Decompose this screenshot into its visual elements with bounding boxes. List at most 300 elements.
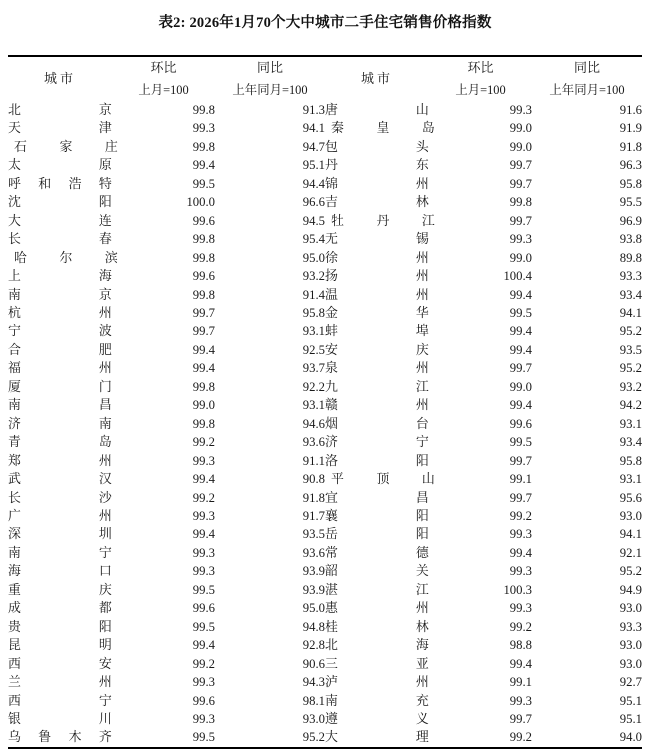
city-name-cell <box>325 193 429 211</box>
table-row <box>8 230 642 248</box>
city-name-cell <box>8 452 112 470</box>
mom-value-cell: 99.3 <box>509 564 532 579</box>
city-name: 锦 州 <box>325 176 429 191</box>
yoy-value-cell: 93.1 <box>302 324 325 339</box>
city-name: 泸 州 <box>325 675 429 690</box>
city-name-cell <box>8 378 112 396</box>
header-city-left: 城市 <box>43 71 76 86</box>
yoy-value-cell: 95.0 <box>302 601 325 616</box>
yoy-value-cell: 96.6 <box>302 195 325 210</box>
city-name: 包 头 <box>325 139 429 154</box>
mom-value-cell: 99.6 <box>192 213 215 228</box>
mom-value-cell: 99.6 <box>192 601 215 616</box>
yoy-value-cell: 91.9 <box>619 121 642 136</box>
city-name-cell <box>325 655 429 673</box>
city-name-cell <box>8 193 112 211</box>
city-name-cell <box>8 341 112 359</box>
city-name-cell <box>325 692 429 710</box>
city-name-cell <box>8 249 118 267</box>
city-name: 天 津 <box>8 121 112 136</box>
city-name-cell <box>8 655 112 673</box>
mom-value-cell: 99.2 <box>509 508 532 523</box>
city-name-cell <box>325 359 429 377</box>
city-name-cell <box>325 581 429 599</box>
city-name-cell <box>8 304 112 322</box>
table-row <box>8 138 642 156</box>
yoy-value-cell: 93.9 <box>302 564 325 579</box>
header-mom-left: 环比 <box>150 60 177 76</box>
mom-value-cell: 99.3 <box>192 711 215 726</box>
yoy-value-cell: 93.4 <box>619 287 642 302</box>
mom-value-cell: 99.3 <box>192 121 215 136</box>
yoy-value-cell: 92.7 <box>619 675 642 690</box>
yoy-value-cell: 94.2 <box>619 398 642 413</box>
city-name: 蚌 埠 <box>325 324 429 339</box>
mom-value-cell: 99.4 <box>192 361 215 376</box>
mom-value-cell: 99.3 <box>509 601 532 616</box>
city-name: 青 岛 <box>8 435 112 450</box>
mom-value-cell: 99.2 <box>509 619 532 634</box>
mom-value-cell: 99.4 <box>509 324 532 339</box>
city-name-cell <box>8 544 112 562</box>
yoy-value-cell: 93.8 <box>619 232 642 247</box>
city-name-cell <box>8 489 112 507</box>
city-name: 扬 州 <box>325 269 429 284</box>
yoy-value-cell: 94.9 <box>619 582 642 597</box>
city-name: 南 充 <box>325 693 429 708</box>
city-name: 温 州 <box>325 287 429 302</box>
table-row <box>8 452 642 470</box>
page-title: 表2: 2026年1月70个大中城市二手住宅销售价格指数 <box>158 15 492 31</box>
mom-value-cell: 99.0 <box>509 139 532 154</box>
city-name: 北 京 <box>8 103 112 117</box>
yoy-value-cell: 91.3 <box>302 103 325 117</box>
yoy-value-cell: 94.7 <box>302 139 325 154</box>
table-row <box>8 636 642 654</box>
mom-value-cell: 99.4 <box>509 287 532 302</box>
table-row <box>8 415 642 433</box>
city-name: 无 锡 <box>325 232 429 247</box>
city-name: 金 华 <box>325 305 429 320</box>
city-name: 长 春 <box>8 232 112 247</box>
yoy-value-cell: 93.1 <box>302 398 325 413</box>
table-row <box>8 156 642 174</box>
table-row <box>8 212 642 230</box>
yoy-value-cell: 93.5 <box>619 342 642 357</box>
city-name-cell <box>325 396 429 414</box>
city-name-cell <box>8 101 112 119</box>
yoy-value-cell: 93.3 <box>619 619 642 634</box>
table-row <box>8 341 642 359</box>
mom-value-cell: 99.7 <box>509 176 532 191</box>
mom-value-cell: 99.7 <box>192 305 215 320</box>
table-header <box>8 56 642 101</box>
city-name-cell <box>325 599 429 617</box>
table-row <box>8 396 642 414</box>
city-name: 石 家 庄 <box>14 139 118 154</box>
city-name: 呼 和 浩 特 <box>8 176 112 191</box>
mom-value-cell: 99.3 <box>509 103 532 117</box>
city-name: 徐 州 <box>325 250 429 265</box>
mom-value-cell: 99.4 <box>192 638 215 653</box>
yoy-value-cell: 95.0 <box>302 250 325 265</box>
city-name: 兰 州 <box>8 675 112 690</box>
mom-value-cell: 99.3 <box>192 453 215 468</box>
city-name: 济 宁 <box>325 435 429 450</box>
mom-value-cell: 99.2 <box>192 490 215 505</box>
city-name: 秦 皇 岛 <box>331 121 435 136</box>
city-name-cell <box>8 396 112 414</box>
city-name-cell <box>325 156 429 174</box>
city-name-cell <box>8 470 112 488</box>
city-name: 杭 州 <box>8 305 112 320</box>
mom-value-cell: 99.2 <box>192 656 215 671</box>
yoy-value-cell: 91.4 <box>302 287 325 302</box>
yoy-value-cell: 93.6 <box>302 435 325 450</box>
city-name-cell <box>325 489 429 507</box>
city-name-cell <box>8 359 112 377</box>
city-name-cell <box>8 433 112 451</box>
yoy-value-cell: 95.4 <box>302 232 325 247</box>
city-name: 襄 阳 <box>325 508 429 523</box>
mom-value-cell: 99.8 <box>192 379 215 394</box>
yoy-value-cell: 95.5 <box>619 195 642 210</box>
header-yoy-basis-left: 上年同月=100 <box>232 82 308 97</box>
price-index-table-container <box>8 33 642 749</box>
table-row <box>8 507 642 525</box>
city-name: 赣 州 <box>325 398 429 413</box>
city-name-cell <box>325 562 429 580</box>
city-name: 福 州 <box>8 361 112 376</box>
yoy-value-cell: 94.1 <box>302 121 325 136</box>
header-city-right: 城市 <box>360 71 393 86</box>
city-name: 宁 波 <box>8 324 112 339</box>
city-name-cell <box>8 230 112 248</box>
mom-value-cell: 99.7 <box>509 361 532 376</box>
city-name-cell <box>8 673 112 691</box>
yoy-value-cell: 93.7 <box>302 361 325 376</box>
city-name-cell <box>325 322 429 340</box>
yoy-value-cell: 95.2 <box>619 324 642 339</box>
mom-value-cell: 99.3 <box>192 564 215 579</box>
city-name: 泉 州 <box>325 361 429 376</box>
city-name-cell <box>325 119 435 137</box>
mom-value-cell: 99.8 <box>192 250 215 265</box>
mom-value-cell: 98.8 <box>509 638 532 653</box>
header-mom-basis-right: 上月=100 <box>455 82 506 97</box>
mom-value-cell: 99.5 <box>192 730 215 745</box>
table-row <box>8 470 642 488</box>
mom-value-cell: 99.8 <box>192 232 215 247</box>
city-name: 常 德 <box>325 545 429 560</box>
header-yoy-basis-right: 上年同月=100 <box>549 82 625 97</box>
city-name: 贵 阳 <box>8 619 112 634</box>
yoy-value-cell: 93.0 <box>619 508 642 523</box>
mom-value-cell: 99.7 <box>509 490 532 505</box>
mom-value-cell: 99.0 <box>509 121 532 136</box>
city-name: 九 江 <box>325 379 429 394</box>
mom-value-cell: 99.7 <box>192 324 215 339</box>
table-row <box>8 728 642 747</box>
yoy-value-cell: 95.8 <box>619 176 642 191</box>
mom-value-cell: 99.4 <box>192 158 215 173</box>
table-row <box>8 618 642 636</box>
table-row <box>8 359 642 377</box>
city-name-cell <box>8 175 112 193</box>
yoy-value-cell: 94.8 <box>302 619 325 634</box>
yoy-value-cell: 93.9 <box>302 582 325 597</box>
city-name-cell <box>325 728 429 747</box>
city-name: 西 安 <box>8 656 112 671</box>
city-name: 昆 明 <box>8 638 112 653</box>
mom-value-cell: 99.8 <box>192 416 215 431</box>
city-name: 惠 州 <box>325 601 429 616</box>
city-name: 湛 江 <box>325 582 429 597</box>
yoy-value-cell: 96.9 <box>619 213 642 228</box>
city-name: 吉 林 <box>325 195 429 210</box>
mom-value-cell: 99.0 <box>509 250 532 265</box>
city-name-cell <box>8 618 112 636</box>
city-name: 太 原 <box>8 158 112 173</box>
mom-value-cell: 99.4 <box>192 342 215 357</box>
yoy-value-cell: 95.2 <box>302 730 325 745</box>
yoy-value-cell: 93.1 <box>619 416 642 431</box>
header-yoy-right: 同比 <box>573 60 600 76</box>
city-name-cell <box>325 507 429 525</box>
mom-value-cell: 99.4 <box>509 545 532 560</box>
city-name: 韶 关 <box>325 564 429 579</box>
city-name: 重 庆 <box>8 582 112 597</box>
yoy-value-cell: 92.8 <box>302 638 325 653</box>
city-name-cell <box>8 581 112 599</box>
mom-value-cell: 99.4 <box>509 656 532 671</box>
city-name-cell <box>8 562 112 580</box>
city-name: 广 州 <box>8 508 112 523</box>
city-name-cell <box>8 710 112 728</box>
city-name: 北 海 <box>325 638 429 653</box>
city-name: 海 口 <box>8 564 112 579</box>
table-row <box>8 119 642 137</box>
city-name: 南 宁 <box>8 545 112 560</box>
mom-value-cell: 99.7 <box>509 711 532 726</box>
table-row <box>8 489 642 507</box>
city-name-cell <box>8 267 112 285</box>
mom-value-cell: 99.3 <box>509 527 532 542</box>
city-name-cell <box>8 212 112 230</box>
city-name: 合 肥 <box>8 342 112 357</box>
yoy-value-cell: 95.8 <box>302 305 325 320</box>
yoy-value-cell: 95.1 <box>302 158 325 173</box>
city-name: 济 南 <box>8 416 112 431</box>
header-mom-right: 环比 <box>467 60 494 76</box>
yoy-value-cell: 98.1 <box>302 693 325 708</box>
city-name-cell <box>325 230 429 248</box>
price-index-table <box>8 55 642 749</box>
mom-value-cell: 99.5 <box>192 176 215 191</box>
table-row <box>8 544 642 562</box>
table-row <box>8 673 642 691</box>
table-row <box>8 267 642 285</box>
mom-value-cell: 99.5 <box>192 582 215 597</box>
mom-value-cell: 99.5 <box>509 305 532 320</box>
city-name: 南 昌 <box>8 398 112 413</box>
table-row <box>8 286 642 304</box>
yoy-value-cell: 91.6 <box>619 103 642 117</box>
mom-value-cell: 99.3 <box>509 693 532 708</box>
mom-value-cell: 100.4 <box>503 269 532 284</box>
table-body <box>8 101 642 748</box>
mom-value-cell: 99.2 <box>509 730 532 745</box>
city-name: 大 理 <box>325 730 429 745</box>
city-name-cell <box>325 636 429 654</box>
table-row <box>8 599 642 617</box>
city-name: 长 沙 <box>8 490 112 505</box>
city-name: 西 宁 <box>8 693 112 708</box>
city-name-cell <box>325 138 429 156</box>
city-name-cell <box>325 304 429 322</box>
city-name-cell <box>325 433 429 451</box>
city-name: 成 都 <box>8 601 112 616</box>
mom-value-cell: 99.7 <box>509 158 532 173</box>
mom-value-cell: 99.3 <box>192 508 215 523</box>
city-name-cell <box>8 119 112 137</box>
city-name: 大 连 <box>8 213 112 228</box>
table-row <box>8 433 642 451</box>
mom-value-cell: 99.4 <box>509 398 532 413</box>
city-name: 武 汉 <box>8 472 112 487</box>
mom-value-cell: 99.1 <box>509 472 532 487</box>
mom-value-cell: 99.2 <box>192 435 215 450</box>
city-name: 桂 林 <box>325 619 429 634</box>
city-name: 烟 台 <box>325 416 429 431</box>
table-row <box>8 378 642 396</box>
city-name: 岳 阳 <box>325 527 429 542</box>
yoy-value-cell: 89.8 <box>619 250 642 265</box>
city-name: 宜 昌 <box>325 490 429 505</box>
yoy-value-cell: 90.8 <box>302 472 325 487</box>
city-name-cell <box>8 507 112 525</box>
table-row <box>8 249 642 267</box>
table-row <box>8 101 642 119</box>
mom-value-cell: 99.8 <box>192 287 215 302</box>
yoy-value-cell: 95.6 <box>619 490 642 505</box>
city-name-cell <box>325 452 429 470</box>
mom-value-cell: 99.6 <box>509 416 532 431</box>
yoy-value-cell: 95.1 <box>619 693 642 708</box>
yoy-value-cell: 95.2 <box>619 361 642 376</box>
yoy-value-cell: 93.1 <box>619 472 642 487</box>
mom-value-cell: 99.0 <box>192 398 215 413</box>
city-name: 南 京 <box>8 287 112 302</box>
city-name: 上 海 <box>8 269 112 284</box>
city-name: 深 圳 <box>8 527 112 542</box>
city-name: 银 川 <box>8 711 112 726</box>
city-name-cell <box>325 175 429 193</box>
yoy-value-cell: 94.6 <box>302 416 325 431</box>
city-name-cell <box>325 525 429 543</box>
yoy-value-cell: 90.6 <box>302 656 325 671</box>
yoy-value-cell: 94.4 <box>302 176 325 191</box>
table-row <box>8 175 642 193</box>
mom-value-cell: 99.8 <box>192 139 215 154</box>
yoy-value-cell: 95.2 <box>619 564 642 579</box>
yoy-value-cell: 93.2 <box>302 269 325 284</box>
mom-value-cell: 99.4 <box>509 342 532 357</box>
yoy-value-cell: 93.2 <box>619 379 642 394</box>
city-name: 丹 东 <box>325 158 429 173</box>
mom-value-cell: 100.3 <box>503 582 532 597</box>
city-name-cell <box>8 415 112 433</box>
city-name-cell <box>8 636 112 654</box>
mom-value-cell: 99.8 <box>192 103 215 117</box>
mom-value-cell: 99.3 <box>192 675 215 690</box>
table-row <box>8 655 642 673</box>
yoy-value-cell: 94.3 <box>302 675 325 690</box>
city-name: 郑 州 <box>8 453 112 468</box>
mom-value-cell: 99.6 <box>192 269 215 284</box>
city-name: 牡 丹 江 <box>331 213 435 228</box>
table-row <box>8 322 642 340</box>
city-name-cell <box>325 378 429 396</box>
city-name: 哈 尔 滨 <box>14 250 118 265</box>
city-name: 遵 义 <box>325 711 429 726</box>
header-row-primary <box>8 56 642 79</box>
yoy-value-cell: 92.5 <box>302 342 325 357</box>
table-row <box>8 692 642 710</box>
mom-value-cell: 99.4 <box>192 472 215 487</box>
mom-value-cell: 99.4 <box>192 527 215 542</box>
city-name: 唐 山 <box>325 103 429 117</box>
table-row <box>8 581 642 599</box>
header-mom-basis-left: 上月=100 <box>138 82 189 97</box>
city-name-cell <box>325 286 429 304</box>
city-name-cell <box>325 341 429 359</box>
city-name-cell <box>325 249 429 267</box>
mom-value-cell: 100.0 <box>186 195 215 210</box>
city-name-cell <box>8 525 112 543</box>
yoy-value-cell: 93.0 <box>619 656 642 671</box>
yoy-value-cell: 93.0 <box>619 638 642 653</box>
table-row <box>8 525 642 543</box>
mom-value-cell: 99.8 <box>509 195 532 210</box>
city-name: 乌 鲁 木 齐 <box>8 730 112 745</box>
city-name-cell <box>8 692 112 710</box>
mom-value-cell: 99.7 <box>509 453 532 468</box>
yoy-value-cell: 93.5 <box>302 527 325 542</box>
city-name-cell <box>8 286 112 304</box>
mom-value-cell: 99.5 <box>509 435 532 450</box>
city-name-cell <box>325 710 429 728</box>
yoy-value-cell: 94.1 <box>619 527 642 542</box>
city-name-cell <box>325 673 429 691</box>
city-name-cell <box>8 599 112 617</box>
yoy-value-cell: 91.8 <box>619 139 642 154</box>
mom-value-cell: 99.7 <box>509 213 532 228</box>
yoy-value-cell: 93.0 <box>619 601 642 616</box>
table-row <box>8 193 642 211</box>
yoy-value-cell: 91.8 <box>302 490 325 505</box>
city-name-cell <box>325 470 435 488</box>
table-row <box>8 710 642 728</box>
mom-value-cell: 99.6 <box>192 693 215 708</box>
yoy-value-cell: 95.8 <box>619 453 642 468</box>
city-name: 平 顶 山 <box>331 472 435 487</box>
yoy-value-cell: 93.6 <box>302 545 325 560</box>
city-name-cell <box>325 415 429 433</box>
city-name-cell <box>325 212 435 230</box>
mom-value-cell: 99.3 <box>509 232 532 247</box>
city-name-cell <box>325 544 429 562</box>
